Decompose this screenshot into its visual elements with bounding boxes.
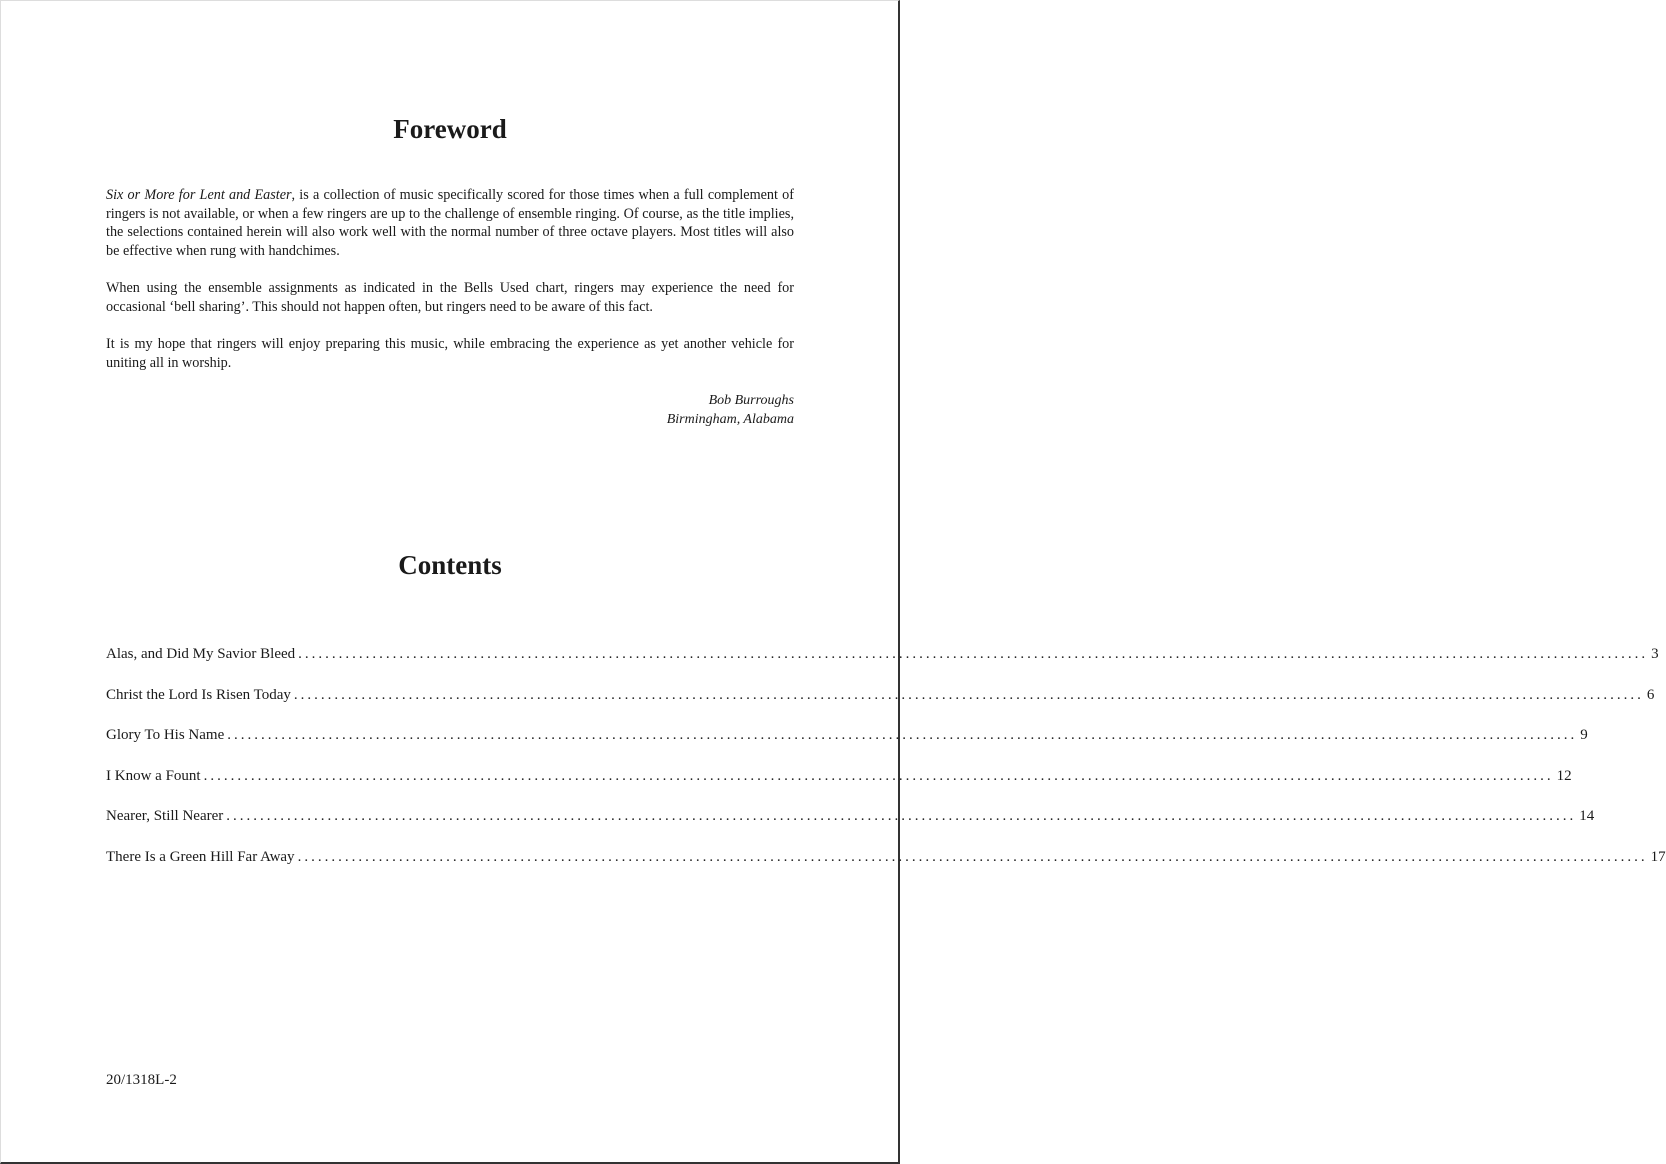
toc-leader-dots: ........................................................................................................................................................................................................	[226, 808, 1577, 824]
foreword-paragraph-3: It is my hope that ringers will enjoy preparing this music, while embracing the experience as yet another vehicle for uniting all in worship.	[106, 336, 794, 371]
toc-leader-dots: ........................................................................................................................................................................................................	[203, 767, 1554, 784]
foreword-paragraph-1	[106, 186, 794, 260]
toc-entry-alas[interactable]	[106, 646, 1659, 687]
foreword-body	[106, 186, 794, 391]
table-of-contents	[106, 646, 1666, 889]
toc-entry-title: Christ the Lord Is Risen Today	[106, 686, 291, 703]
toc-entry-page: 9	[1580, 727, 1588, 743]
toc-leader-dots: ........................................................................................................................................................................................................	[227, 727, 1578, 743]
toc-entry-christ-the-lord[interactable]	[106, 686, 1655, 728]
toc-entry-title: I Know a Fount	[106, 767, 201, 784]
toc-entry-nearer[interactable]	[106, 808, 1595, 849]
toc-entry-glory[interactable]	[106, 727, 1588, 768]
toc-leader-dots: ........................................................................................................................................................................................................	[293, 686, 1644, 703]
toc-entry-page: 12	[1556, 767, 1572, 784]
toc-entry-title: Nearer, Still Nearer	[106, 808, 224, 824]
toc-entry-page: 6	[1646, 686, 1655, 703]
toc-entry-i-know-a-fount[interactable]	[106, 767, 1572, 809]
catalog-number: 20/1318L-2	[106, 1072, 177, 1088]
foreword-title: Foreword	[393, 114, 507, 144]
toc-entry-title: There Is a Green Hill Far Away	[106, 848, 295, 865]
toc-leader-dots: ........................................................................................................................................................................................................	[298, 646, 1649, 662]
author-name: Bob Burroughs	[708, 393, 794, 408]
author-location: Birmingham, Alabama	[666, 412, 794, 427]
foreword-paragraph-2: When using the ensemble assignments as indicated in the Bells Used chart, ringers may experience the need for occasional ‘bell sharing’. This should not happen often, but ringers need to be aware of this fact.	[106, 280, 794, 315]
contents-title: Contents	[398, 550, 502, 580]
toc-entry-page: 17	[1650, 848, 1666, 865]
toc-entry-green-hill[interactable]	[106, 848, 1666, 890]
foreword-paragraph-1-text: , is a collection of music specifically scored for those times when a full complement of ringers is not available, or when a few ringers are up to the challenge of ensemble ringing. Of course, as the title implies, the selections contained herein will also work well with the normal number of three octave players. Most titles will also be effective when rung with handchimes.	[106, 187, 794, 259]
toc-entry-title: Glory To His Name	[106, 727, 225, 743]
signature	[667, 391, 794, 429]
toc-leader-dots: ........................................................................................................................................................................................................	[297, 848, 1648, 865]
toc-entry-page: 3	[1651, 646, 1659, 662]
toc-entry-title: Alas, and Did My Savior Bleed	[106, 646, 296, 662]
toc-entry-page: 14	[1579, 808, 1595, 824]
book-title: Six or More for Lent and Easter	[106, 187, 292, 203]
